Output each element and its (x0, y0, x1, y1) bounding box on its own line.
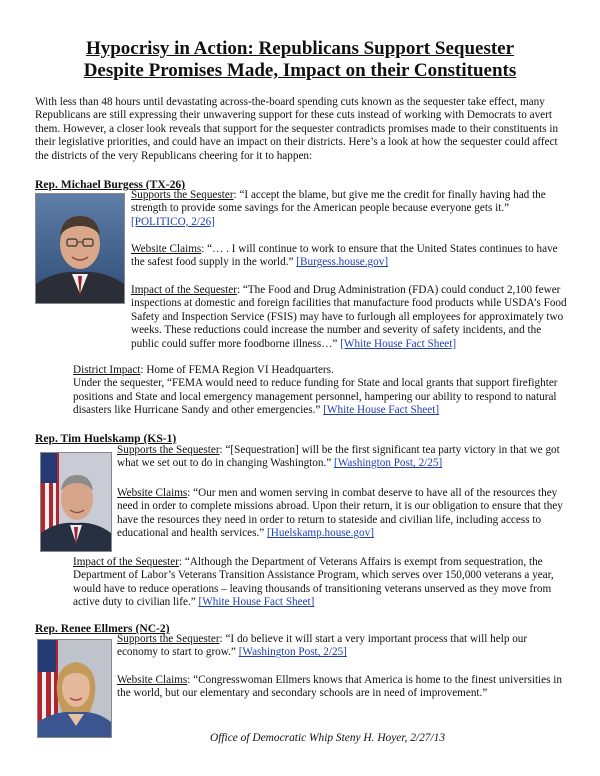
source-link-white-house-3[interactable]: [White House Fact Sheet] (198, 596, 315, 609)
support-quote: : “I do believe it will start a very important process that will help our economy to start to grow.” (117, 633, 528, 659)
support-label: Supports the Sequester (117, 633, 220, 645)
ellmers-support-paragraph (117, 633, 567, 660)
website-quote: : “… . I will continue to work to ensure that the United States continues to have the safest food supply in the world.” (131, 243, 558, 269)
impact-quote: : “Although the Department of Veterans Affairs is exempt from sequestration, the Department of Labor’s Veterans Transition Assistance Program, which serves over 150,000 veterans a year, would have to reduce operations – leaving thousands of transitioning veterans unserved as they move from active duty to civilian life.” (73, 556, 554, 609)
title-line-2: Despite Promises Made, Impact on their Constituents (83, 60, 517, 81)
title-line-1: Hypocrisy in Action: Republicans Support Sequester (85, 38, 515, 59)
support-quote: : “[Sequestration] will be the first significant tea party victory in that we got what we set out to do in changing Washington.” (117, 444, 560, 470)
website-label: Website Claims (117, 487, 188, 499)
rep-name-huelskamp: Rep. Tim Huelskamp (KS-1) (35, 432, 177, 445)
burgess-support-paragraph (131, 189, 567, 229)
impact-quote: : “The Food and Drug Administration (FDA) could conduct 2,100 fewer inspections at domestic and foreign facilities that manufacture food products while USDA’s Food Safety and Inspection Service (FSIS) may have to furlough all employees for approximately two weeks. These reductions could increase the number and severity of safety incidents, and the public could suffer more foodborne illness…” (131, 284, 567, 350)
support-quote: : “I accept the blame, but give me the credit for finally having had the strength to provide some savings for the American people because everyone gets it.” (131, 189, 546, 215)
support-label: Supports the Sequester (117, 444, 220, 456)
district-quote: Under the sequester, “FEMA would need to reduce funding for State and local grants that support firefighter positions and State and local emergency management personnel, hampering our ability to respond to natural disasters like Hurricane Sandy and other emergencies.” (73, 377, 558, 417)
source-link-burgess-house[interactable]: [Burgess.house.gov] (296, 256, 389, 269)
huelskamp-impact-paragraph (73, 556, 567, 610)
burgess-website-paragraph (131, 243, 567, 270)
district-text: : Home of FEMA Region VI Headquarters. (140, 364, 334, 376)
website-quote: : “Our men and women serving in combat deserve to have all of the resources they need in order to complete missions abroad. Upon their return, it is our obligation to ensure that they have the resources they need in order to return to stateside and civilian life, including access to educational and health services.” (117, 487, 563, 540)
website-label: Website Claims (117, 674, 188, 686)
impact-label: Impact of the Sequester (131, 284, 237, 296)
rep-name-burgess: Rep. Michael Burgess (TX-26) (35, 178, 186, 191)
page-title (40, 38, 560, 82)
ellmers-photo (37, 639, 112, 738)
source-link-washington-post[interactable]: [Washington Post, 2/25] (334, 457, 443, 470)
impact-label: Impact of the Sequester (73, 556, 179, 568)
burgess-photo (35, 193, 125, 304)
source-link-washington-post-2[interactable]: [Washington Post, 2/25] (238, 646, 347, 659)
district-label: District Impact (73, 364, 141, 376)
website-label: Website Claims (131, 243, 202, 255)
intro-paragraph: With less than 48 hours until devastating across-the-board spending cuts known as the sequester take effect, many Republicans are still expressing their unwavering support for these cuts instead of working with Democrats to avert them. However, a closer look reveals that support for the sequester contradicts promises made to their constituents in their legislative priorities, and could have an impact on their districts. Here’s a look at how the sequester could affect the districts of the very Republicans cheering for it to happen: (35, 96, 559, 162)
huelskamp-website-paragraph (117, 487, 567, 541)
website-quote: : “Congresswoman Ellmers knows that America is home to the finest universities in the world, but our elementary and secondary schools are in need of improvement.” (117, 674, 562, 700)
rep-name-ellmers: Rep. Renee Ellmers (NC-2) (35, 622, 170, 635)
ellmers-website-paragraph (117, 674, 567, 701)
source-link-politico[interactable]: [POLITICO, 2/26] (131, 215, 215, 228)
source-link-white-house[interactable]: [White House Fact Sheet] (340, 337, 457, 350)
burgess-district-paragraph (73, 364, 567, 418)
footer-attribution: Office of Democratic Whip Steny H. Hoyer, 2/27/13 (210, 732, 446, 744)
huelskamp-support-paragraph (117, 444, 567, 471)
source-link-huelskamp-house[interactable]: [Huelskamp.house.gov] (267, 527, 374, 540)
source-link-white-house-2[interactable]: [White House Fact Sheet] (323, 404, 440, 417)
support-label: Supports the Sequester (131, 189, 234, 201)
huelskamp-photo (40, 452, 112, 552)
burgess-impact-paragraph (131, 284, 567, 351)
